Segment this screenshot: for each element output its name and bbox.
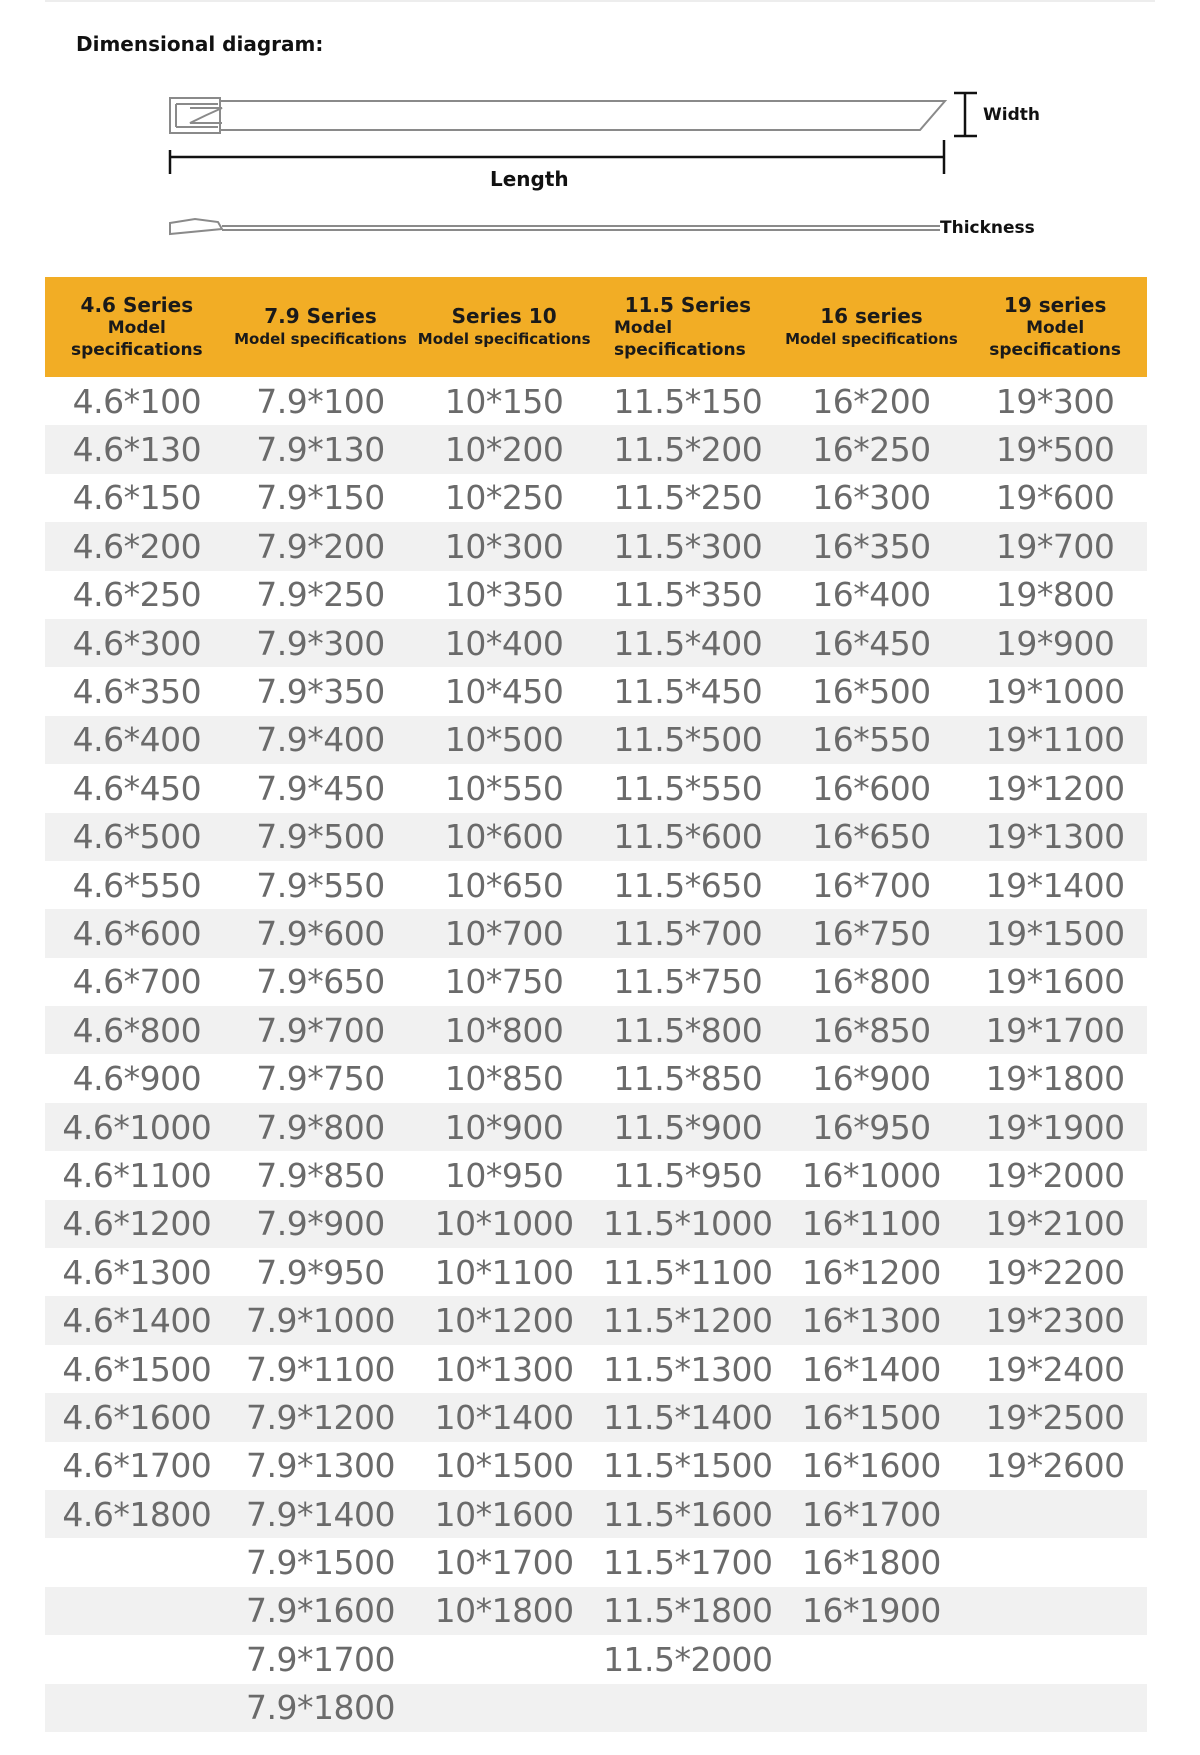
table-cell: 16*550 bbox=[780, 716, 964, 764]
table-cell: 10*600 bbox=[412, 813, 596, 861]
table-cell: 16*850 bbox=[780, 1006, 964, 1054]
table-cell: 4.6*130 bbox=[45, 425, 229, 473]
table-cell: 19*1300 bbox=[963, 813, 1147, 861]
table-cell: 19*600 bbox=[995, 478, 1115, 518]
header-series-10 bbox=[412, 277, 596, 377]
series-model-label: Model specifications bbox=[785, 330, 958, 348]
table-cell: 19*2100 bbox=[963, 1200, 1147, 1248]
table-cell: 19*1100 bbox=[963, 716, 1147, 764]
table-cell: 10*1300 bbox=[434, 1349, 574, 1389]
table-cell: 7.9*450 bbox=[256, 768, 385, 808]
table-cell: 10*300 bbox=[412, 522, 596, 570]
table-cell bbox=[596, 1684, 780, 1732]
table-cell: 10*1700 bbox=[434, 1543, 574, 1583]
table-cell: 7.9*300 bbox=[229, 619, 413, 667]
table-cell: 10*800 bbox=[412, 1006, 596, 1054]
table-cell: 16*600 bbox=[812, 768, 931, 808]
table-cell: 19*1500 bbox=[963, 909, 1147, 957]
table-cell: 11.5*1200 bbox=[596, 1296, 780, 1344]
table-cell: 16*1800 bbox=[801, 1543, 941, 1583]
table-cell: 7.9*500 bbox=[229, 813, 413, 861]
table-cell: 7.9*250 bbox=[256, 575, 385, 615]
table-cell: 19*300 bbox=[995, 381, 1115, 421]
table-cell: 16*900 bbox=[812, 1059, 931, 1099]
model-specifications-table bbox=[45, 277, 1147, 1732]
table-cell: 16*200 bbox=[812, 381, 931, 421]
table-cell: 11.5*900 bbox=[596, 1103, 780, 1151]
table-row bbox=[45, 1490, 1147, 1538]
table-cell: 11.5*1000 bbox=[596, 1200, 780, 1248]
table-cell bbox=[45, 1587, 229, 1635]
table-cell: 7.9*750 bbox=[256, 1059, 385, 1099]
header-4-6-series bbox=[45, 277, 229, 377]
table-cell: 11.5*1400 bbox=[596, 1393, 780, 1441]
table-row bbox=[45, 1393, 1147, 1441]
table-cell: 4.6*1000 bbox=[45, 1103, 229, 1151]
table-cell: 4.6*250 bbox=[72, 575, 202, 615]
table-cell: 11.5*1600 bbox=[596, 1490, 780, 1538]
table-row bbox=[45, 1296, 1147, 1344]
cable-tie-top-view bbox=[170, 98, 945, 133]
table-cell: 4.6*100 bbox=[72, 381, 202, 421]
table-cell: 10*850 bbox=[444, 1059, 564, 1099]
table-cell: 7.9*1600 bbox=[229, 1587, 413, 1635]
table-cell: 4.6*450 bbox=[72, 768, 202, 808]
table-cell: 19*2300 bbox=[963, 1296, 1147, 1344]
table-cell: 16*1700 bbox=[780, 1490, 964, 1538]
table-cell: 10*1500 bbox=[434, 1446, 574, 1486]
dimensional-diagram bbox=[0, 0, 1200, 260]
table-cell: 4.6*600 bbox=[45, 909, 229, 957]
table-cell: 19*2600 bbox=[985, 1446, 1125, 1486]
series-model-label: Model specifications bbox=[417, 330, 591, 348]
table-row bbox=[45, 1345, 1147, 1393]
table-cell: 16*950 bbox=[780, 1103, 964, 1151]
table-cell bbox=[963, 1490, 1147, 1538]
table-cell: 10*500 bbox=[412, 716, 596, 764]
table-cell: 11.5*1700 bbox=[603, 1543, 773, 1583]
table-cell: 7.9*850 bbox=[256, 1155, 385, 1195]
table-row bbox=[45, 619, 1147, 667]
table-cell: 7.9*1800 bbox=[229, 1684, 413, 1732]
table-cell: 7.9*800 bbox=[229, 1103, 413, 1151]
table-cell: 4.6*500 bbox=[45, 813, 229, 861]
table-row bbox=[45, 1006, 1147, 1054]
table-row bbox=[45, 1248, 1147, 1296]
table-cell: 16*400 bbox=[812, 575, 931, 615]
table-cell: 10*1600 bbox=[412, 1490, 596, 1538]
table-cell: 19*2500 bbox=[963, 1393, 1147, 1441]
table-cell: 10*1000 bbox=[412, 1200, 596, 1248]
table-cell: 16*750 bbox=[780, 909, 964, 957]
table-cell: 11.5*2000 bbox=[603, 1639, 773, 1679]
table-cell: 10*450 bbox=[444, 672, 564, 712]
table-cell: 10*900 bbox=[412, 1103, 596, 1151]
table-cell: 16*650 bbox=[780, 813, 964, 861]
table-header-row bbox=[45, 277, 1147, 377]
table-cell: 4.6*150 bbox=[72, 478, 202, 518]
header-16-series bbox=[780, 277, 964, 377]
table-cell bbox=[412, 1635, 596, 1683]
table-row bbox=[45, 1442, 1147, 1490]
table-cell: 11.5*1500 bbox=[603, 1446, 773, 1486]
table-cell: 16*1400 bbox=[801, 1349, 941, 1389]
table-cell: 19*1900 bbox=[963, 1103, 1147, 1151]
table-row bbox=[45, 425, 1147, 473]
table-cell: 7.9*650 bbox=[256, 962, 385, 1002]
table-cell: 7.9*1100 bbox=[246, 1349, 395, 1389]
table-cell: 7.9*400 bbox=[229, 716, 413, 764]
table-cell: 16*300 bbox=[812, 478, 931, 518]
table-cell: 16*450 bbox=[780, 619, 964, 667]
series-name: 4.6 Series bbox=[80, 293, 194, 317]
table-cell: 16*1900 bbox=[780, 1587, 964, 1635]
thickness-label: Thickness bbox=[940, 218, 1035, 238]
table-row bbox=[45, 958, 1147, 1006]
table-cell: 16*1600 bbox=[801, 1446, 941, 1486]
table-cell: 11.5*600 bbox=[596, 813, 780, 861]
table-cell: 7.9*1300 bbox=[246, 1446, 395, 1486]
table-row bbox=[45, 522, 1147, 570]
table-cell: 7.9*1200 bbox=[229, 1393, 413, 1441]
table-cell: 19*1400 bbox=[985, 865, 1125, 905]
header-19-series bbox=[963, 277, 1147, 377]
table-row bbox=[45, 861, 1147, 909]
table-row bbox=[45, 1587, 1147, 1635]
table-cell: 11.5*800 bbox=[596, 1006, 780, 1054]
table-cell bbox=[45, 1538, 229, 1586]
table-cell: 7.9*700 bbox=[229, 1006, 413, 1054]
series-model-label: Model specifications bbox=[613, 318, 746, 360]
header-11-5-series bbox=[596, 277, 780, 377]
series-name: 19 series bbox=[1003, 293, 1107, 317]
table-cell: 11.5*650 bbox=[613, 865, 763, 905]
table-cell: 7.9*1700 bbox=[246, 1639, 395, 1679]
table-body bbox=[45, 377, 1147, 1732]
width-label: Width bbox=[983, 105, 1040, 125]
table-row bbox=[45, 1635, 1147, 1683]
table-cell: 16*350 bbox=[780, 522, 964, 570]
table-cell: 4.6*900 bbox=[72, 1059, 202, 1099]
cable-tie-side-view bbox=[170, 219, 940, 234]
table-cell: 7.9*100 bbox=[256, 381, 385, 421]
table-cell: 10*950 bbox=[444, 1155, 564, 1195]
table-cell: 19*1200 bbox=[985, 768, 1125, 808]
table-cell bbox=[780, 1635, 964, 1683]
table-row bbox=[45, 1054, 1147, 1102]
series-name: Series 10 bbox=[451, 304, 557, 328]
table-cell: 16*700 bbox=[812, 865, 931, 905]
width-dimension bbox=[954, 93, 977, 136]
table-cell: 7.9*150 bbox=[256, 478, 385, 518]
table-cell: 16*1500 bbox=[780, 1393, 964, 1441]
table-cell: 16*250 bbox=[780, 425, 964, 473]
length-label: Length bbox=[490, 167, 569, 191]
table-row bbox=[45, 813, 1147, 861]
table-cell: 11.5*350 bbox=[613, 575, 763, 615]
table-cell: 11.5*400 bbox=[596, 619, 780, 667]
table-row bbox=[45, 716, 1147, 764]
table-row bbox=[45, 1684, 1147, 1732]
table-cell: 10*750 bbox=[444, 962, 564, 1002]
table-cell: 4.6*1800 bbox=[45, 1490, 229, 1538]
table-cell: 19*1000 bbox=[985, 672, 1125, 712]
header-7-9-series bbox=[229, 277, 413, 377]
table-cell: 4.6*1700 bbox=[62, 1446, 212, 1486]
table-cell: 11.5*750 bbox=[613, 962, 763, 1002]
table-cell: 19*1800 bbox=[985, 1059, 1125, 1099]
table-row bbox=[45, 909, 1147, 957]
table-cell: 4.6*1100 bbox=[62, 1155, 212, 1195]
table-cell: 11.5*700 bbox=[596, 909, 780, 957]
table-cell: 10*350 bbox=[444, 575, 564, 615]
table-cell: 4.6*200 bbox=[45, 522, 229, 570]
series-name: 11.5 Series bbox=[624, 293, 752, 317]
table-cell: 10*1100 bbox=[434, 1252, 574, 1292]
table-cell: 11.5*150 bbox=[613, 381, 763, 421]
table-cell: 7.9*550 bbox=[256, 865, 385, 905]
table-row bbox=[45, 1200, 1147, 1248]
table-row bbox=[45, 1151, 1147, 1199]
table-cell: 4.6*1600 bbox=[45, 1393, 229, 1441]
table-cell: 4.6*1400 bbox=[45, 1296, 229, 1344]
table-cell: 10*1400 bbox=[412, 1393, 596, 1441]
table-cell: 11.5*950 bbox=[613, 1155, 763, 1195]
table-cell: 16*1100 bbox=[780, 1200, 964, 1248]
series-model-label: Model specifications bbox=[989, 318, 1121, 360]
table-cell: 16*1000 bbox=[801, 1155, 941, 1195]
table-cell: 7.9*200 bbox=[229, 522, 413, 570]
table-cell: 10*700 bbox=[412, 909, 596, 957]
series-model-label: Model specifications bbox=[70, 318, 203, 360]
table-cell: 4.6*1500 bbox=[62, 1349, 212, 1389]
table-cell: 7.9*1500 bbox=[246, 1543, 395, 1583]
table-cell bbox=[963, 1684, 1147, 1732]
table-cell: 11.5*500 bbox=[596, 716, 780, 764]
table-row bbox=[45, 377, 1147, 425]
table-cell: 4.6*700 bbox=[72, 962, 202, 1002]
table-cell: 4.6*400 bbox=[45, 716, 229, 764]
table-row bbox=[45, 571, 1147, 619]
table-cell: 7.9*1000 bbox=[229, 1296, 413, 1344]
table-cell: 10*200 bbox=[412, 425, 596, 473]
table-cell: 10*550 bbox=[444, 768, 564, 808]
table-cell: 7.9*1400 bbox=[229, 1490, 413, 1538]
table-cell: 10*1800 bbox=[412, 1587, 596, 1635]
table-cell: 11.5*200 bbox=[596, 425, 780, 473]
table-cell: 19*2400 bbox=[985, 1349, 1125, 1389]
table-row bbox=[45, 667, 1147, 715]
table-cell bbox=[963, 1587, 1147, 1635]
table-cell: 19*1600 bbox=[985, 962, 1125, 1002]
table-cell: 10*400 bbox=[412, 619, 596, 667]
table-cell: 10*250 bbox=[444, 478, 564, 518]
table-cell: 19*2200 bbox=[985, 1252, 1125, 1292]
table-cell: 7.9*350 bbox=[256, 672, 385, 712]
table-row bbox=[45, 474, 1147, 522]
table-cell: 11.5*1800 bbox=[596, 1587, 780, 1635]
table-cell bbox=[963, 1538, 1147, 1586]
table-cell: 4.6*800 bbox=[45, 1006, 229, 1054]
table-cell: 19*900 bbox=[963, 619, 1147, 667]
table-cell: 4.6*1300 bbox=[62, 1252, 212, 1292]
table-cell: 19*2000 bbox=[985, 1155, 1125, 1195]
table-cell: 11.5*550 bbox=[613, 768, 763, 808]
table-cell: 4.6*1200 bbox=[45, 1200, 229, 1248]
table-cell bbox=[963, 1635, 1147, 1683]
table-cell: 4.6*300 bbox=[45, 619, 229, 667]
table-cell: 19*1700 bbox=[963, 1006, 1147, 1054]
table-cell: 11.5*250 bbox=[613, 478, 763, 518]
table-cell: 11.5*850 bbox=[613, 1059, 763, 1099]
table-cell: 16*1200 bbox=[801, 1252, 941, 1292]
table-row bbox=[45, 1538, 1147, 1586]
series-model-label: Model specifications bbox=[234, 330, 407, 348]
table-cell: 11.5*450 bbox=[613, 672, 763, 712]
table-cell: 16*1300 bbox=[780, 1296, 964, 1344]
table-cell bbox=[45, 1684, 229, 1732]
series-name: 16 series bbox=[820, 304, 923, 328]
table-cell: 11.5*1300 bbox=[603, 1349, 773, 1389]
table-cell bbox=[412, 1684, 596, 1732]
table-row bbox=[45, 1103, 1147, 1151]
table-cell: 4.6*350 bbox=[72, 672, 202, 712]
table-cell: 19*500 bbox=[963, 425, 1147, 473]
table-cell bbox=[45, 1635, 229, 1683]
table-cell: 19*800 bbox=[995, 575, 1115, 615]
table-cell: 19*700 bbox=[963, 522, 1147, 570]
diagram-title: Dimensional diagram: bbox=[76, 32, 324, 56]
table-cell: 11.5*1100 bbox=[603, 1252, 773, 1292]
table-cell: 7.9*900 bbox=[229, 1200, 413, 1248]
table-cell: 7.9*600 bbox=[229, 909, 413, 957]
table-cell: 10*650 bbox=[444, 865, 564, 905]
table-cell: 4.6*550 bbox=[72, 865, 202, 905]
table-cell: 10*1200 bbox=[412, 1296, 596, 1344]
table-row bbox=[45, 764, 1147, 812]
table-cell: 7.9*950 bbox=[256, 1252, 385, 1292]
table-cell: 16*800 bbox=[812, 962, 931, 1002]
table-cell: 11.5*300 bbox=[596, 522, 780, 570]
table-cell bbox=[780, 1684, 964, 1732]
table-cell: 10*150 bbox=[444, 381, 564, 421]
series-name: 7.9 Series bbox=[264, 304, 377, 328]
table-cell: 16*500 bbox=[812, 672, 931, 712]
table-cell: 7.9*130 bbox=[229, 425, 413, 473]
